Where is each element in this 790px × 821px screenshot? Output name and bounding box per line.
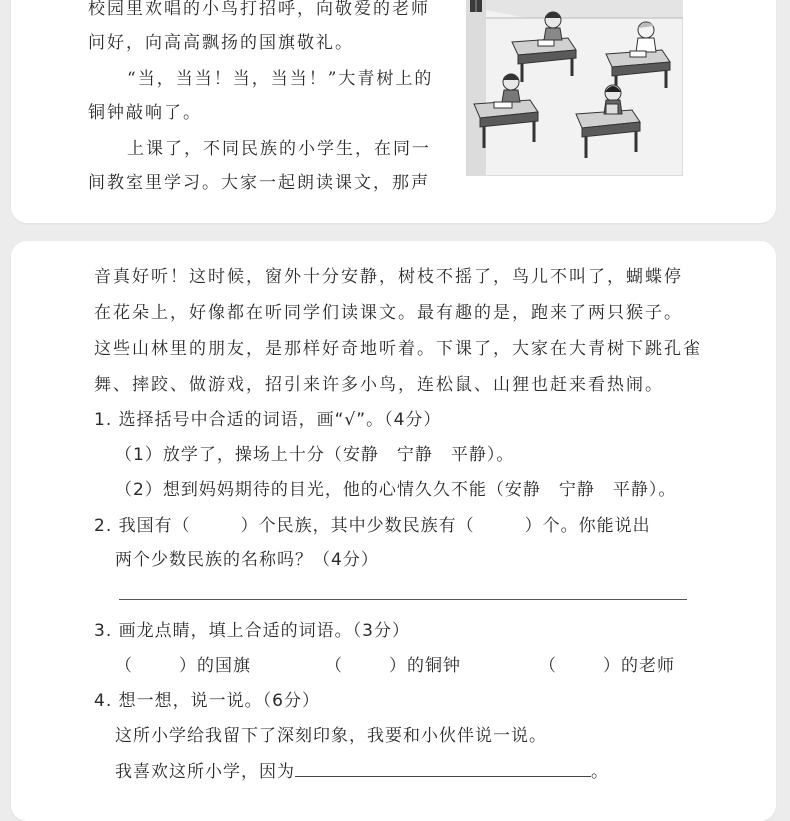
story-line-10: 舞、摔跤、做游戏，招引来许多小鸟，连松鼠、山狸也赶来看热闹。	[94, 375, 664, 395]
question-4-line-1: 这所小学给我留下了深刻印象，我要和小伙伴说一说。	[115, 726, 547, 746]
story-line-6: 间教室里学习。大家一起朗读课文，那声	[88, 173, 430, 193]
story-line-8: 在花朵上，好像都在听同学们读课文。最有趣的是，跑来了两只猴子。	[94, 303, 683, 323]
story-line-1: 校园里欢唱的小鸟打招呼，向敬爱的老师	[88, 0, 430, 19]
story-line-9: 这些山林里的朋友，是那样好奇地听着。下课了，大家在大青树下跳孔雀	[94, 339, 702, 359]
q3-blank-group-3: （ ）的老师	[539, 656, 675, 676]
classroom-illustration	[466, 0, 683, 176]
question-3-title: 3. 画龙点睛，填上合适的词语。（3分）	[94, 621, 410, 641]
story-line-5: 上课了，不同民族的小学生，在同一	[127, 139, 431, 159]
question-1-title: 1. 选择括号中合适的词语，画“√”。（4分）	[94, 410, 442, 430]
q3-blank-group-2: （ ）的铜钟	[325, 656, 461, 676]
story-line-7: 音真好听！这时候，窗外十分安静，树枝不摇了，鸟儿不叫了，蝴蝶停	[94, 267, 683, 287]
question-1-item-2: （2）想到妈妈期待的目光，他的心情久久不能（安静 宁静 平静）。	[115, 480, 677, 500]
story-line-2: 问好，向高高飘扬的国旗敬礼。	[88, 33, 354, 53]
question-2-line-2: 两个少数民族的名称吗？（4分）	[115, 550, 379, 570]
q2-text-b: ）个民族，其中少数民族有（	[240, 516, 475, 536]
q3-blank-group-1: （ ）的国旗	[115, 656, 251, 676]
q2-text-a: 2. 我国有（	[94, 516, 191, 536]
passage-card-top	[11, 0, 776, 223]
story-line-3: “当，当当！当，当当！”大青树上的	[127, 69, 434, 89]
answer-line[interactable]	[119, 599, 687, 600]
question-1-item-1: （1）放学了，操场上十分（安静 宁静 平静）。	[115, 445, 515, 465]
question-2-line-1	[94, 511, 651, 536]
question-4-line-2: 我喜欢这所小学，因为 。	[115, 757, 609, 782]
passage-card-bottom	[11, 241, 776, 821]
q2-text-c: ）个。你能说出	[524, 516, 651, 536]
q4-answer-blank[interactable]	[295, 758, 591, 777]
question-4-title: 4. 想一想，说一说。（6分）	[94, 691, 320, 711]
story-line-4: 铜钟敲响了。	[88, 103, 202, 123]
